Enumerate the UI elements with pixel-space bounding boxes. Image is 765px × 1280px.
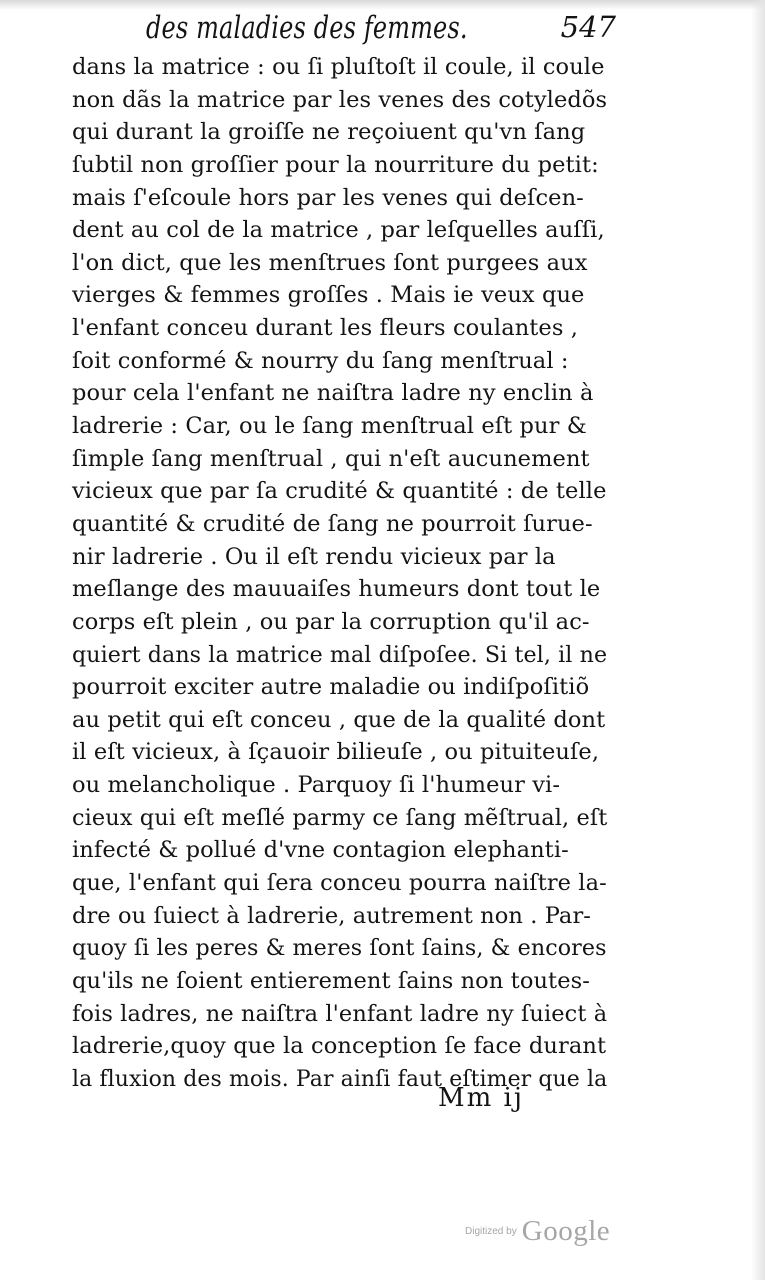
text-line: dent au col de la matrice , par leſquelles auſſi,: [72, 217, 605, 244]
running-title: des maladies des femmes.: [146, 10, 468, 46]
text-line: ſubtil non groſſier pour la nourriture du petit:: [72, 151, 599, 178]
text-line: dre ou ſuiect à ladrerie, autrement non . Par-: [72, 902, 592, 929]
text-line: ladrerie : Car, ou le ſang menſtrual eſt pur &: [72, 413, 587, 440]
text-line: nir ladrerie . Ou il eſt rendu vicieux par la: [72, 543, 556, 570]
text-line: ladrerie,quoy que la conception ſe face durant: [72, 1033, 607, 1060]
text-line: l'on dict, que les menſtrues ſont purgees aux: [72, 249, 588, 276]
text-line: quiert dans la matrice mal diſpoſee. Si tel, il ne: [72, 641, 608, 668]
text-line: vicieux que par ſa crudité & quantité : de telle: [72, 478, 607, 505]
text-line: ſimple ſang menſtrual , qui n'eſt aucunement: [72, 445, 590, 472]
text-line: il eſt vicieux, à ſçauoir bilieuſe , ou pituiteuſe,: [72, 739, 600, 766]
text-line: l'enfant conceu durant les fleurs coulantes ,: [72, 315, 579, 342]
digitized-watermark: [465, 1215, 610, 1251]
text-line: dans la matrice : ou ſi pluſtoſt il coule, il coule: [72, 54, 605, 80]
text-line: fois ladres, ne naiſtra l'enfant ladre ny ſuiect à: [72, 1000, 608, 1027]
text-line: quantité & crudité de ſang ne pourroit ſuruе-: [72, 510, 593, 537]
text-line: pourroit exciter autre maladie ou indiſpoſitiõ: [72, 674, 590, 701]
text-line: la fluxion des mois. Par ainſi faut eſtimer que la: [72, 1065, 608, 1092]
page-gutter-shadow: [751, 0, 765, 1280]
watermark-prefix: Digitized by: [465, 1226, 517, 1237]
text-line: qu'ils ne ſoient entierement ſains non toutes-: [72, 967, 590, 994]
text-line: cieux qui eſt meſlé parmy ce ſang mẽſtrual, eſt: [72, 804, 608, 831]
text-line: ou melancholique . Parquoy ſi l'humeur vi-: [72, 772, 561, 799]
watermark-brand: Google: [521, 1215, 611, 1247]
text-line: mais ſ'eſcoule hors par les venes qui deſcen-: [72, 184, 584, 211]
text-line: infecté & pollué d'vne contagion elephanti-: [72, 837, 569, 864]
page-edge-shadow: [0, 0, 765, 10]
text-line: ſoit conformé & nourry du ſang menſtrual :: [72, 347, 569, 374]
signature-mark: Mm ij: [438, 1083, 524, 1113]
text-line: quoy ſi les peres & meres ſont ſains, & encores: [72, 935, 607, 962]
text-line: que, l'enfant qui ſera conceu pourra naiſtre la-: [72, 870, 607, 897]
text-line: corps eſt plein , ou par la corruption qu'il ac-: [72, 608, 590, 635]
page-number: 547: [560, 10, 616, 44]
text-line: meſlange des mauuaiſes humeurs dont tout le: [72, 576, 601, 603]
running-head: [146, 10, 616, 50]
body-text: [72, 51, 607, 1096]
text-line: pour cela l'enfant ne naiſtra ladre ny enclin à: [72, 380, 594, 407]
text-line: qui durant la groiſſe ne reçoiuent qu'vn ſang: [72, 119, 586, 146]
text-line: non dãs la matrice par les venes des cotyledõs: [72, 86, 608, 113]
text-line: au petit qui eſt conceu , que de la qualité dont: [72, 706, 606, 733]
text-line: vierges & femmes groſſes . Mais ie veux que: [72, 282, 585, 309]
